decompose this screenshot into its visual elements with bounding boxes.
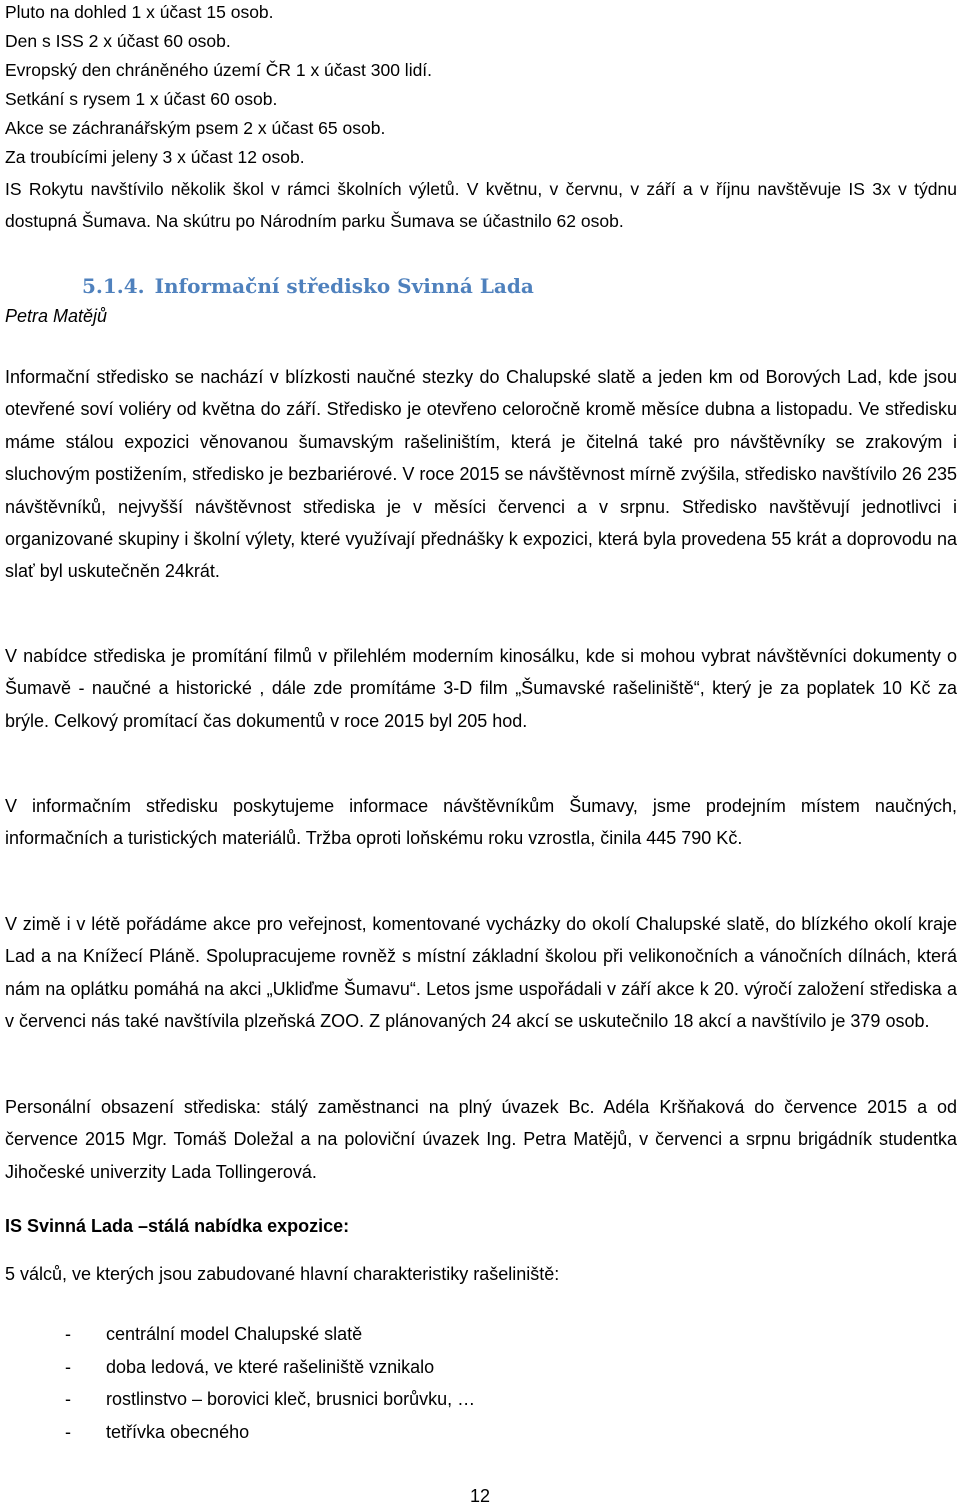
list-item-text: tetřívka obecného [106,1421,250,1442]
list-item-text: doba ledová, ve které rašeliniště vznikalo [106,1356,435,1377]
event-line: Akce se záchranářským psem 2 x účast 65 osob. [5,118,386,138]
list-item [65,1383,475,1416]
paragraph-cinema: V nabídce střediska je promítání filmů v přilehlém moderním kinosálku, kde si mohou vybrat návštěvníci dokumenty o Šumavě - naučné a historické , dále zde promítáme 3-D film „Šumavské rašeliniště“, který je za poplatek 10 Kč za brýle. Celkový promítací čas dokumentů v roce 2015 byl 205 hod. [5,646,957,731]
paragraph-location: Informační středisko se nachází v blízkosti naučné stezky do Chalupské slatě a jeden km od Borových Lad, kde jsou otevřené soví voliéry od května do září. Středisko je otevřeno celoročně kromě měsíce dubna a listopadu. Ve středisku máme stálou expozici věnovanou šumavským rašeliništím, která je čitelná také pro návštěvníky se zrakovým i sluchovým postižením, středisko je bezbariérové. V roce 2015 se návštěvnost mírně zvýšila, středisko navštívilo 26 235 návštěvníků, nejvyšší návštěvnost střediska je v měsíci červenci a v srpnu. Středisko navštěvují jednotlivci i organizované skupiny i školní výlety, které využívají přednášky k expozici, která byla provedena 55 krát a doprovodu na slať byl uskutečněn 24krát. [5,367,957,582]
section-title: Informační středisko Svinná Lada [154,274,534,298]
list-item-text: centrální model Chalupské slatě [106,1324,363,1344]
bullet-dash: - [65,1324,71,1344]
paragraph-staff: Personální obsazení střediska: stálý zaměstnanci na plný úvazek Bc. Adéla Kršňaková do července 2015 a od července 2015 Mgr. Tomáš Doležal a na poloviční úvazek Ing. Petra Matějů, v červenci a srpnu brigádník studentka Jihočeské univerzity Lada Tollingerová. [5,1097,957,1182]
section-number: 5.1.4. [82,274,145,298]
bullet-dash: - [65,1389,71,1409]
exposition-list [65,1318,475,1448]
list-item [65,1351,475,1384]
page-number: 12 [469,1486,491,1506]
list-item [65,1416,475,1449]
list-item [65,1318,475,1351]
bullet-dash: - [65,1356,71,1377]
section-author: Petra Matějů [5,306,108,326]
exposition-heading: IS Svinná Lada –stálá nabídka expozice: [5,1216,350,1236]
exposition-intro: 5 válců, ve kterých jsou zabudované hlavní charakteristiky rašeliniště: [5,1264,560,1284]
rokyt-paragraph: IS Rokytu navštívilo několik škol v rámci školních výletů. V květnu, v červnu, v září a v říjnu navštěvuje IS 3x v týdnu dostupná Šumava. Na skútru po Národním parku Šumava se účastnilo 62 osob. [5,179,957,231]
event-line: Setkání s rysem 1 x účast 60 osob. [5,89,278,109]
event-line: Den s ISS 2 x účast 60 osob. [5,31,231,51]
paragraph-events: V zimě i v létě pořádáme akce pro veřejnost, komentované vycházky do okolí Chalupské slatě, do blízkého okolí kraje Lad a na Knížecí Pláně. Spolupracujeme rovněž s místní základní školou při velikonočních a vánočních dílnách, která nám na oplátku pomáhá na akci „Ukliďme Šumavu“. Letos jsme uspořádali v září akce k 20. výročí založení střediska a v červenci nás také navštívila plzeňská ZOO. Z plánovaných 24 akcí se uskutečnilo 18 akcí a navštívilo je 379 osob. [5,914,957,1032]
bullet-dash: - [65,1421,71,1442]
event-line: Evropský den chráněného území ČR 1 x účast 300 lidí. [5,60,433,80]
event-line: Pluto na dohled 1 x účast 15 osob. [5,2,274,22]
paragraph-information: V informačním středisku poskytujeme informace návštěvníkům Šumavy, jsme prodejním místem naučných, informačních a turistických materiálů. Tržba oproti loňskému roku vzrostla, činila 445 790 Kč. [5,796,957,849]
list-item-text: rostlinstvo – borovici kleč, brusnici borůvku, … [106,1389,476,1409]
event-line: Za troubícími jeleny 3 x účast 12 osob. [5,147,305,167]
events-list [5,0,957,237]
section-heading [82,274,534,298]
